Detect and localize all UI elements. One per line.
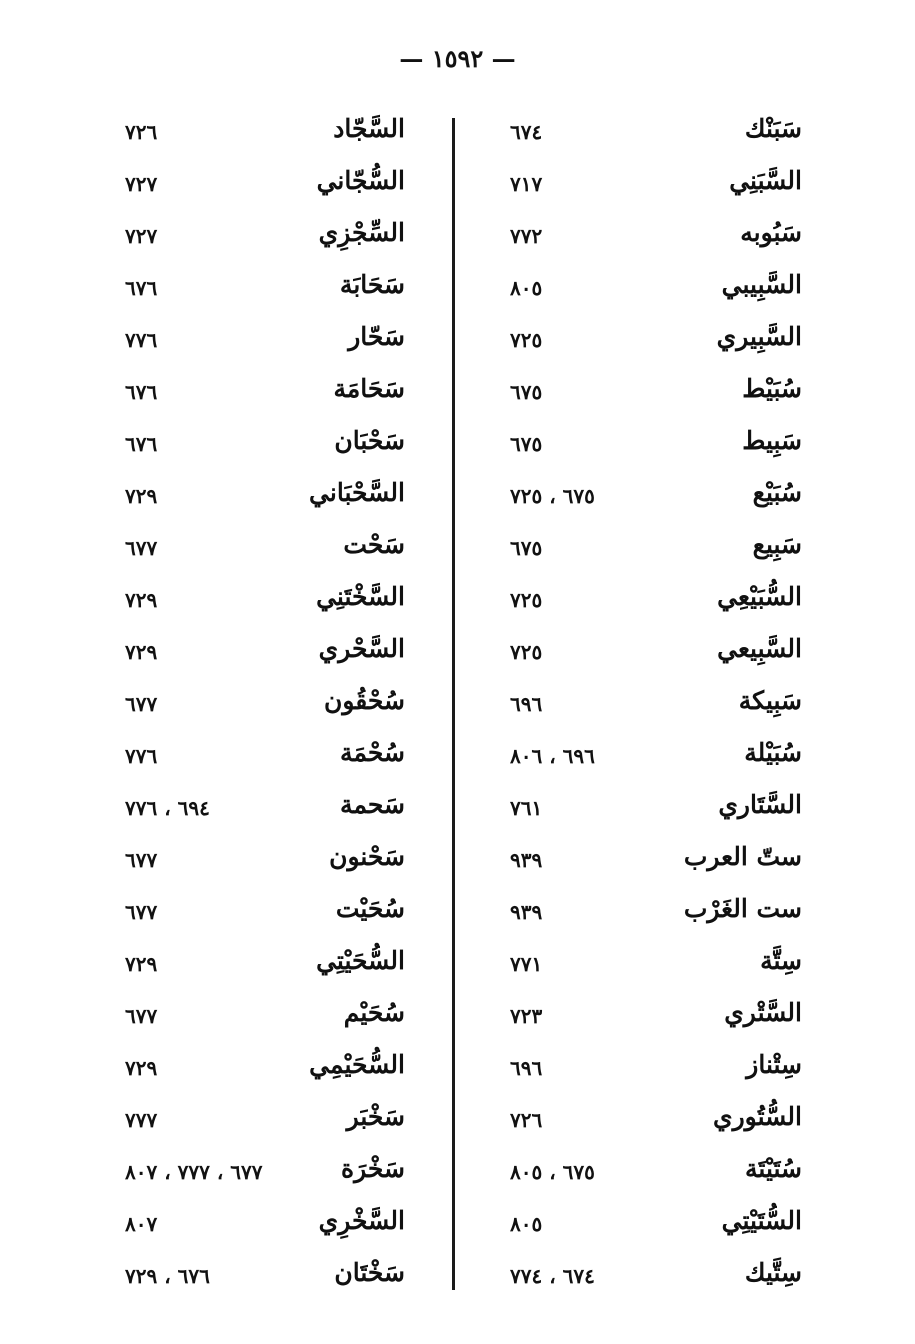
index-entry	[500, 992, 802, 1044]
index-entry	[500, 1252, 802, 1304]
index-entry	[115, 420, 405, 472]
index-entry	[500, 836, 802, 888]
entry-name: سُبَيْع	[752, 478, 802, 507]
entry-page-refs: ٦٧٧	[125, 900, 158, 924]
index-entry	[115, 160, 405, 212]
entry-page-refs: ٦٧٥ ، ٧٢٥	[510, 484, 595, 508]
index-entry	[115, 316, 405, 368]
entry-name: السَّخْرِي	[318, 1206, 405, 1235]
entry-name: سِتَّيك	[744, 1258, 802, 1287]
entry-name: السُّحَيْمِي	[309, 1050, 405, 1079]
entry-page-refs: ٨٠٥	[510, 1212, 543, 1236]
index-entry	[500, 212, 802, 264]
entry-name: سَخْبَر	[346, 1102, 405, 1131]
index-entry	[500, 264, 802, 316]
index-entry	[115, 940, 405, 992]
entry-page-refs: ٦٧٤	[510, 120, 543, 144]
entry-name: السَّبِيعي	[717, 634, 802, 663]
entry-name: سَخْتَان	[334, 1258, 405, 1287]
entry-page-refs: ٧٦١	[510, 796, 543, 820]
entry-page-refs: ٧٢٥	[510, 328, 543, 352]
column-divider	[452, 118, 455, 1290]
left-column-index	[115, 108, 405, 1304]
entry-name: السُّتَيْتِي	[721, 1206, 802, 1235]
entry-name: سُحَيْت	[335, 894, 405, 923]
entry-name: السُّجّاني	[316, 166, 405, 195]
index-entry	[115, 212, 405, 264]
index-entry	[500, 732, 802, 784]
index-entry	[115, 576, 405, 628]
entry-name: سُحْمَة	[340, 738, 405, 767]
index-entry	[115, 368, 405, 420]
entry-name: السَّخْتَنِي	[316, 582, 405, 611]
entry-page-refs: ٦٧٦	[125, 432, 158, 456]
entry-page-refs: ٦٧٧ ، ٧٧٧ ، ٨٠٧	[125, 1160, 263, 1184]
index-entry	[115, 1148, 405, 1200]
index-entry	[115, 888, 405, 940]
entry-name: سَبِيع	[752, 530, 802, 559]
right-column-index	[500, 108, 802, 1304]
page-number: — ١٥٩٢ —	[399, 44, 516, 73]
entry-name: السَّتَاري	[718, 790, 802, 819]
index-entry	[500, 1096, 802, 1148]
entry-page-refs: ٦٧٥	[510, 536, 543, 560]
index-entry	[115, 784, 405, 836]
entry-page-refs: ٧٢٩	[125, 1056, 158, 1080]
index-entry	[500, 680, 802, 732]
entry-page-refs: ٦٧٧	[125, 692, 158, 716]
entry-page-refs: ٧٢٥	[510, 640, 543, 664]
entry-name: سَحْت	[343, 530, 405, 559]
entry-name: سَبَنْك	[744, 114, 802, 143]
entry-name: سُبَيْط	[742, 374, 802, 403]
entry-page-refs: ٧٢٧	[125, 172, 158, 196]
index-entry	[500, 628, 802, 680]
index-entry	[115, 524, 405, 576]
entry-page-refs: ٧١٧	[510, 172, 543, 196]
entry-name: السَّتْري	[724, 998, 802, 1027]
entry-name: سَحّار	[348, 322, 405, 351]
entry-page-refs: ٧٢٦	[510, 1108, 543, 1132]
entry-name: سِتَّة	[760, 946, 802, 975]
index-entry	[115, 472, 405, 524]
entry-name: سَحَابَة	[339, 270, 405, 299]
index-entry	[500, 420, 802, 472]
entry-name: السِّجْزِي	[318, 218, 405, 247]
index-entry	[500, 1200, 802, 1252]
index-entry	[115, 628, 405, 680]
entry-page-refs: ٧٧٢	[510, 224, 543, 248]
entry-page-refs: ٧٢٧	[125, 224, 158, 248]
entry-page-refs: ٦٧٧	[125, 1004, 158, 1028]
entry-page-refs: ٨٠٧	[125, 1212, 158, 1236]
entry-name: سَحمة	[340, 790, 405, 819]
index-entry	[500, 1148, 802, 1200]
index-entry	[115, 836, 405, 888]
entry-name: السَّبِيبي	[721, 270, 802, 299]
entry-page-refs: ٨٠٥	[510, 276, 543, 300]
entry-name: سَبِيكة	[738, 686, 802, 715]
entry-name: سِتْناز	[746, 1050, 802, 1079]
entry-name: سُتَيْتَة	[745, 1154, 802, 1183]
entry-name: السَّحْري	[318, 634, 405, 663]
entry-name: ست الغَرْب	[683, 894, 802, 923]
entry-page-refs: ٧٢٣	[510, 1004, 543, 1028]
entry-name: السَّحْبَاني	[309, 478, 405, 507]
entry-name: سُحَيْم	[343, 998, 405, 1027]
index-entry	[500, 472, 802, 524]
index-entry	[115, 992, 405, 1044]
index-entry	[500, 784, 802, 836]
index-entry	[115, 1096, 405, 1148]
entry-page-refs: ٧٢٩	[125, 640, 158, 664]
entry-name: السُّبَيْعِي	[717, 582, 802, 611]
entry-page-refs: ٧٧٦	[125, 328, 158, 352]
entry-page-refs: ٦٧٦	[125, 380, 158, 404]
index-entry	[500, 524, 802, 576]
entry-page-refs: ٧٢٩	[125, 952, 158, 976]
index-entry	[500, 888, 802, 940]
entry-name: السَّجّاد	[333, 114, 405, 143]
entry-page-refs: ٧٢٥	[510, 588, 543, 612]
entry-name: سَحْبَان	[334, 426, 405, 455]
entry-page-refs: ٦٩٦	[510, 1056, 543, 1080]
index-entry	[115, 1200, 405, 1252]
entry-name: السَّبَنِي	[729, 166, 802, 195]
index-entry	[115, 680, 405, 732]
entry-page-refs: ٧٢٦	[125, 120, 158, 144]
entry-page-refs: ٦٧٧	[125, 536, 158, 560]
entry-name: سَبِيط	[742, 426, 802, 455]
entry-page-refs: ٦٧٦ ، ٧٢٩	[125, 1264, 210, 1288]
entry-page-refs: ٩٣٩	[510, 848, 543, 872]
entry-page-refs: ٧٢٩	[125, 588, 158, 612]
entry-page-refs: ٦٩٦	[510, 692, 543, 716]
entry-name: السُّتُوري	[713, 1102, 802, 1131]
entry-name: سُبَيْلة	[744, 738, 802, 767]
entry-page-refs: ٩٣٩	[510, 900, 543, 924]
index-entry	[500, 368, 802, 420]
entry-page-refs: ٧٢٩	[125, 484, 158, 508]
entry-name: ستّ العرب	[683, 842, 802, 871]
entry-page-refs: ٧٧٦	[125, 744, 158, 768]
entry-name: السَّبِيري	[716, 322, 802, 351]
entry-page-refs: ٦٧٥	[510, 380, 543, 404]
index-entry	[115, 264, 405, 316]
index-entry	[500, 160, 802, 212]
entry-name: سَخْرَة	[341, 1154, 405, 1183]
entry-name: سَحَامَة	[333, 374, 405, 403]
entry-page-refs: ٧٧١	[510, 952, 543, 976]
index-entry	[115, 1044, 405, 1096]
entry-page-refs: ٦٩٤ ، ٧٧٦	[125, 796, 210, 820]
index-entry	[500, 576, 802, 628]
entry-name: سُحْقُون	[323, 686, 405, 715]
index-entry	[115, 732, 405, 784]
index-entry	[500, 316, 802, 368]
entry-name: سَحْنون	[329, 842, 405, 871]
entry-page-refs: ٧٧٧	[125, 1108, 158, 1132]
entry-page-refs: ٦٧٧	[125, 848, 158, 872]
index-entry	[500, 1044, 802, 1096]
index-entry	[115, 1252, 405, 1304]
entry-name: سَبُوبه	[740, 218, 802, 247]
entry-name: السُّحَيْتِي	[316, 946, 405, 975]
entry-page-refs: ٦٧٤ ، ٧٧٤	[510, 1264, 595, 1288]
index-entry	[500, 108, 802, 160]
index-entry	[115, 108, 405, 160]
entry-page-refs: ٦٧٥ ، ٨٠٥	[510, 1160, 595, 1184]
entry-page-refs: ٦٩٦ ، ٨٠٦	[510, 744, 595, 768]
entry-page-refs: ٦٧٥	[510, 432, 543, 456]
entry-page-refs: ٦٧٦	[125, 276, 158, 300]
index-entry	[500, 940, 802, 992]
